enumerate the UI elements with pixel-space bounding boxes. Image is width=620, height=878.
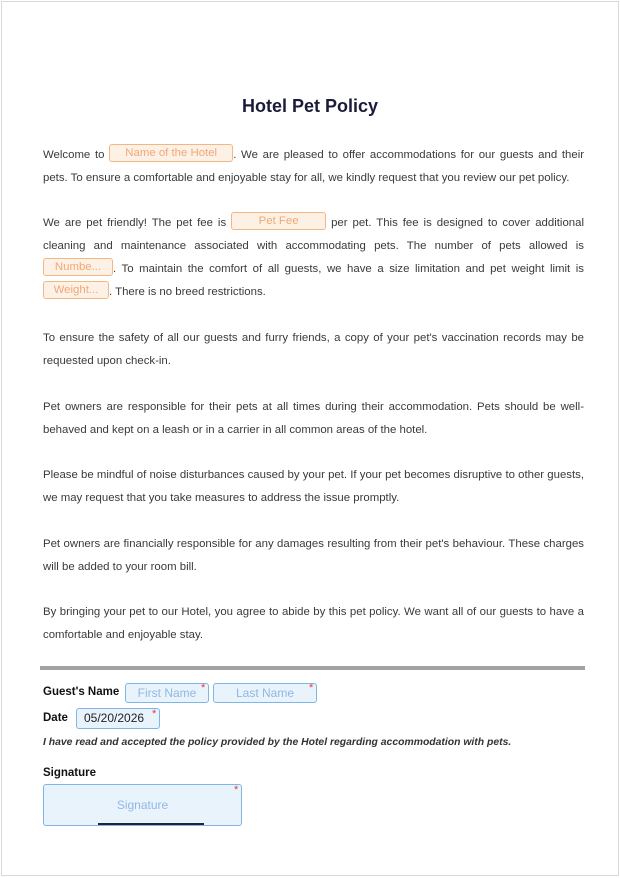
policy-document xyxy=(1,1,619,876)
signature-required-mark: * xyxy=(234,784,239,796)
pet-fee-text-2: per pet. This fee is designed to cover additional cleaning and maintenance associated with accommodating pets. The number of pets allowed is xyxy=(43,217,584,252)
weight-limit-field[interactable]: Weight... xyxy=(43,281,109,299)
agreement-paragraph: By bringing your pet to our Hotel, you agree to abide by this pet policy. We want all of our guests to have a comfortable and enjoyable stay. xyxy=(43,606,584,641)
hotel-name-field[interactable]: Name of the Hotel xyxy=(109,144,233,162)
welcome-text-end: . We are pleased to offer accommodations for our guests and their pets. To ensure a comfortable and enjoyable stay for all, we kindly request that you review our pet policy. xyxy=(43,149,585,184)
date-label: Date xyxy=(43,712,68,724)
number-of-pets-field[interactable]: Numbe... xyxy=(43,258,113,276)
consent-statement: I have read and accepted the policy provided by the Hotel regarding accommodation with pets. xyxy=(43,737,512,748)
pet-fee-paragraph xyxy=(43,212,584,304)
date-required-mark: * xyxy=(152,708,157,720)
vaccination-paragraph: To ensure the safety of all our guests and furry friends, a copy of your pet's vaccination records may be requested upon check-in. xyxy=(43,332,584,367)
last-name-input[interactable]: Last Name xyxy=(213,683,317,703)
pet-fee-field[interactable]: Pet Fee xyxy=(231,212,326,230)
signature-label: Signature xyxy=(43,767,97,779)
date-input[interactable]: 05/20/2026 xyxy=(76,708,160,729)
first-name-input[interactable]: First Name xyxy=(125,683,209,703)
welcome-paragraph xyxy=(43,144,584,190)
damages-paragraph: Pet owners are financially responsible for any damages resulting from their pet's behaviour. These charges will be added to your room bill. xyxy=(43,538,584,573)
responsibility-paragraph: Pet owners are responsible for their pets at all times during their accommodation. Pets should be well-behaved and kept on a leash or in a carrier in all common areas of the hotel. xyxy=(43,401,584,436)
signature-placeholder: Signature xyxy=(116,798,169,812)
welcome-text-start: Welcome to xyxy=(43,149,110,161)
pet-fee-text-3: . To maintain the comfort of all guests, we have a size limitation and pet weight limit is xyxy=(113,263,584,275)
page-title: Hotel Pet Policy xyxy=(241,96,379,116)
noise-paragraph: Please be mindful of noise disturbances caused by your pet. If your pet becomes disruptive to other guests, we may request that you take measures to address the issue promptly. xyxy=(43,469,584,504)
pet-fee-text-1: We are pet friendly! The pet fee is xyxy=(43,217,232,229)
pet-fee-text-4: . There is no breed restrictions. xyxy=(109,286,266,298)
first-name-required-mark: * xyxy=(201,682,206,694)
signature-pad[interactable] xyxy=(43,784,242,826)
last-name-required-mark: * xyxy=(309,682,314,694)
signature-baseline xyxy=(98,823,204,825)
guest-name-label: Guest's Name xyxy=(43,686,120,698)
section-divider xyxy=(40,666,585,670)
